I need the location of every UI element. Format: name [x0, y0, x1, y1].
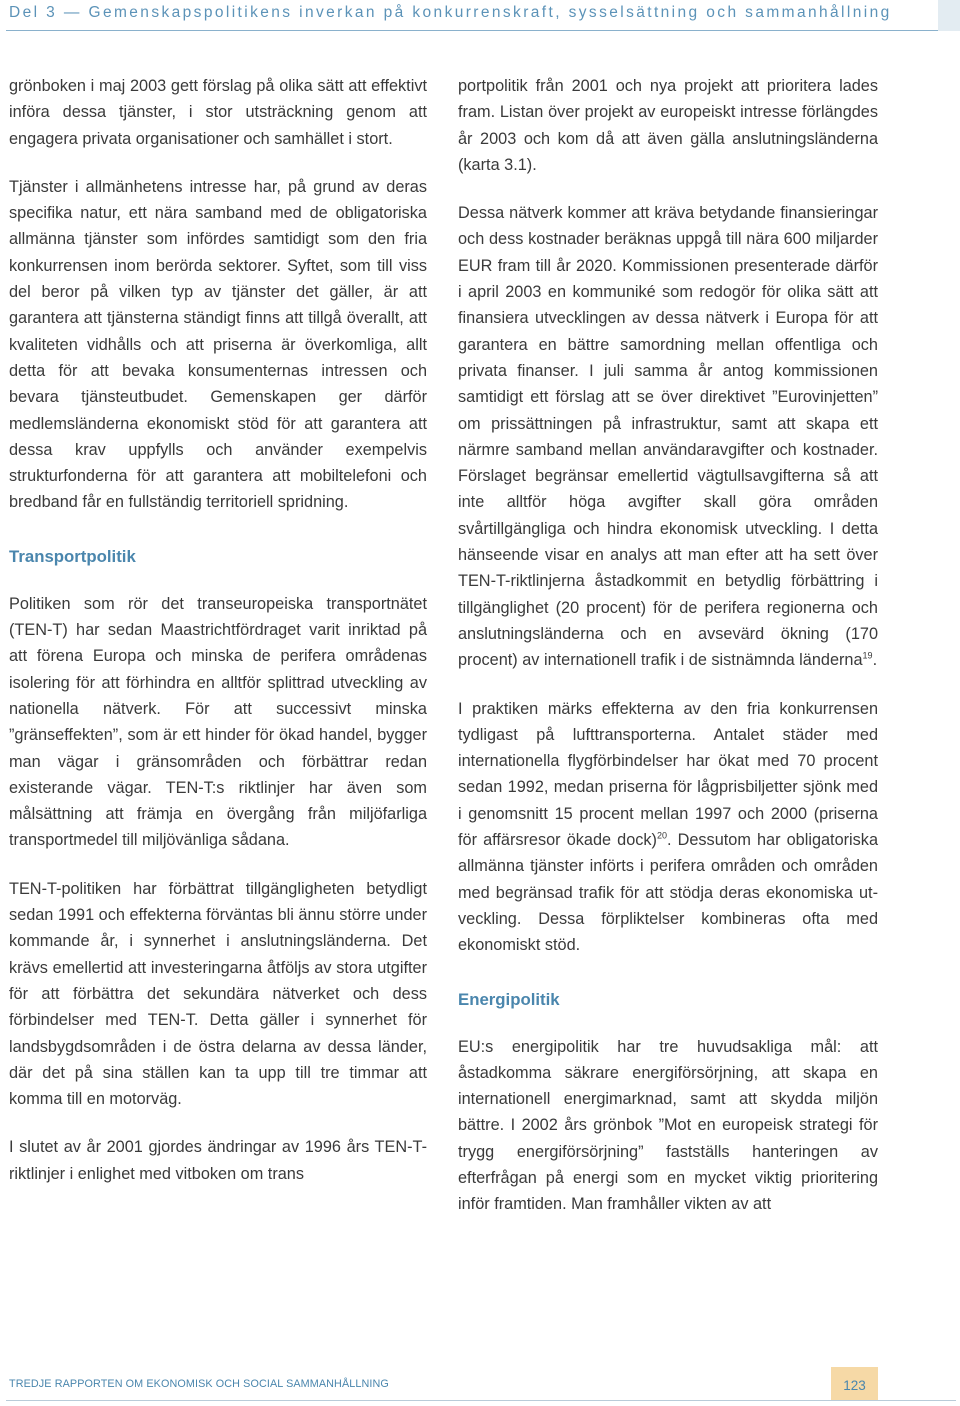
page-number: 123 [843, 1378, 866, 1393]
header-corner-tab [938, 0, 960, 31]
paragraph: grönboken i maj 2003 gett förslag på olika sätt att effektivt införa dessa tjänster, i stor utsträckning genom att engagera privata organisationer och samhället i stort. [9, 77, 427, 148]
footer-publication-title: TREDJE RAPPORTEN OM EKONOMISK OCH SOCIAL SAMMANHÅLLNING [9, 1378, 389, 1390]
paragraph-text: . [872, 651, 878, 670]
paragraph-text: I praktiken märks effekterna av den fria konkurrensen tydligast på lufttransporterna. Antalet städer med internationella flygförbindelser har ökat med 70 procent sedan 1992, medan priserna för lågprisbiljetter sjönk med i genomsnitt 15 procent mellan 1997 och 2000 (priserna för affärsresor ökade dock) [458, 699, 878, 850]
paragraph: Politiken som rör det transeuropeiska transportnätet (TEN-T) har sedan Maastrichtfördraget varit inriktad på att förena Europa och minska de perifera områdenas isolering för att förhindra en alltför splittrad utveckling av nationella nätverk. För att successivt minska ”gränseffekten”, som är ett hinder för ökad handel, bygger man vägar i gränsområden och förbättrar redan existerande vägar. TEN-T:s riktlinjer har även som målsättning att främja en övergång från miljöfarliga transportmedel till miljövänliga sådana. [9, 594, 427, 850]
footnote-ref: 20 [656, 830, 667, 841]
right-column [458, 73, 878, 1218]
paragraph: portpolitik från 2001 och nya projekt att prioritera lades fram. Listan över projekt av europeiskt intresse förlängdes år 2003 och kom då att även gälla anslutningsländerna (karta 3.1). [458, 77, 878, 174]
paragraph: I slutet av år 2001 gjordes ändringar av 1996 års TEN-T-riktlinjer i enlighet med vitboken om trans [9, 1138, 427, 1183]
page-header [0, 0, 960, 36]
paragraph-text: . Dessutom har obligatoriska allmänna tjänster införts i perifera områden och områden med begränsad trafik för att stödja deras ekonomiska utveckling. Dessa förpliktelser kombineras ofta med ekonomiskt stöd. [458, 831, 879, 955]
section-heading-transport: Transportpolitik [9, 546, 136, 566]
header-divider [6, 30, 956, 31]
paragraph: TEN-T-politiken har förbättrat tillgängligheten betydligt sedan 1991 och effekterna förväntas bli ännu större under kommande år, i synnerhet i anslutningsländerna. Det krävs emellertid att investeringarna åtföljs av stora utgifter för att förbättra det sekundära nätverket och dess förbindelser med TEN-T. Detta gäller i synnerhet för landsbygdsområden i de östra delarna av dessa länder, där det på sina ställen kan ta upp till tre timmar att komma till en motorväg. [9, 879, 427, 1109]
left-column [9, 73, 427, 1187]
paragraph: EU:s energipolitik har tre huvudsakliga mål: att åstadkomma säkrare energiförsörjning, att skapa en internationell energimarknad, samt att skydda miljön bättre. I 2002 års grönbok ”Mot en europeisk strategi för trygg energiförsörjning” fastställs hanteringen av efterfrågan på energi som en mycket viktig prioritering inför framtiden. Man framhåller vikten av att [458, 1037, 878, 1214]
section-heading-energy: Energipolitik [458, 989, 560, 1009]
page-number-box [831, 1367, 878, 1400]
footer-divider [6, 1400, 956, 1401]
running-header-title: Del 3 — Gemenskapspolitikens inverkan på konkurrenskraft, sysselsättning och sammanhållning [9, 4, 892, 21]
footnote-ref: 19 [862, 650, 873, 661]
paragraph [458, 200, 878, 673]
paragraph-text: Dessa nätverk kommer att kräva betydande finansieringar och dess kostnader beräknas uppgå till nära 600 miljarder EUR fram till år 2020. Kommissionen presenterade därför i april 2003 en kommuniké som redogör för olika sätt att finansiera utvecklingen av dessa nätverk i Europa för att garantera en bättre samordning mellan offentliga och privata finanser. I juli samma år antog kommissionen samtidigt ett förslag att se över direktivet ”Eurovinjetten” om prissättningen på infrastruktur, samt att skapa ett närmre samband mellan användaravgifter och kostnader. Förslaget begränsar emellertid vägtullsavgifterna så att inte alltför höga avgifter skall göra områden svårtillgängliga och hindra ekonomisk utveckling. I detta hänseende visar en analys att man efter att ha sett över TEN-T-riktlinjerna åstadkommit en betydlig förbättring i tillgänglighet (20 procent) för de perifera regionerna och anslutningsländerna och en avsevärd ökning (170 procent) av internationell trafik i de sistnämnda länderna [458, 204, 878, 670]
paragraph: Tjänster i allmänhetens intresse har, på grund av deras specifika natur, ett nära samband med de obligatoriska allmänna tjänster som infördes samtidigt som den fria konkurrensen inom berörda sektorer. Syftet, som till viss del beror på vilken typ av tjänster det gäller, är att garantera att tjänsterna ständigt finns att tillgå överallt, att kvaliteten vidhålls och att priserna är överkomliga, allt detta för att bevaka konsumenternas intressen och bevara tjänsteutbudet. Gemenskapen ger därför medlemsländerna ekonomiskt stöd för att garantera att dessa krav uppfylls och använder exempelvis strukturfonderna för att garantera att mobiltelefoni och bredband får en fullständig territoriell spridning. [9, 177, 427, 512]
paragraph [458, 696, 878, 959]
